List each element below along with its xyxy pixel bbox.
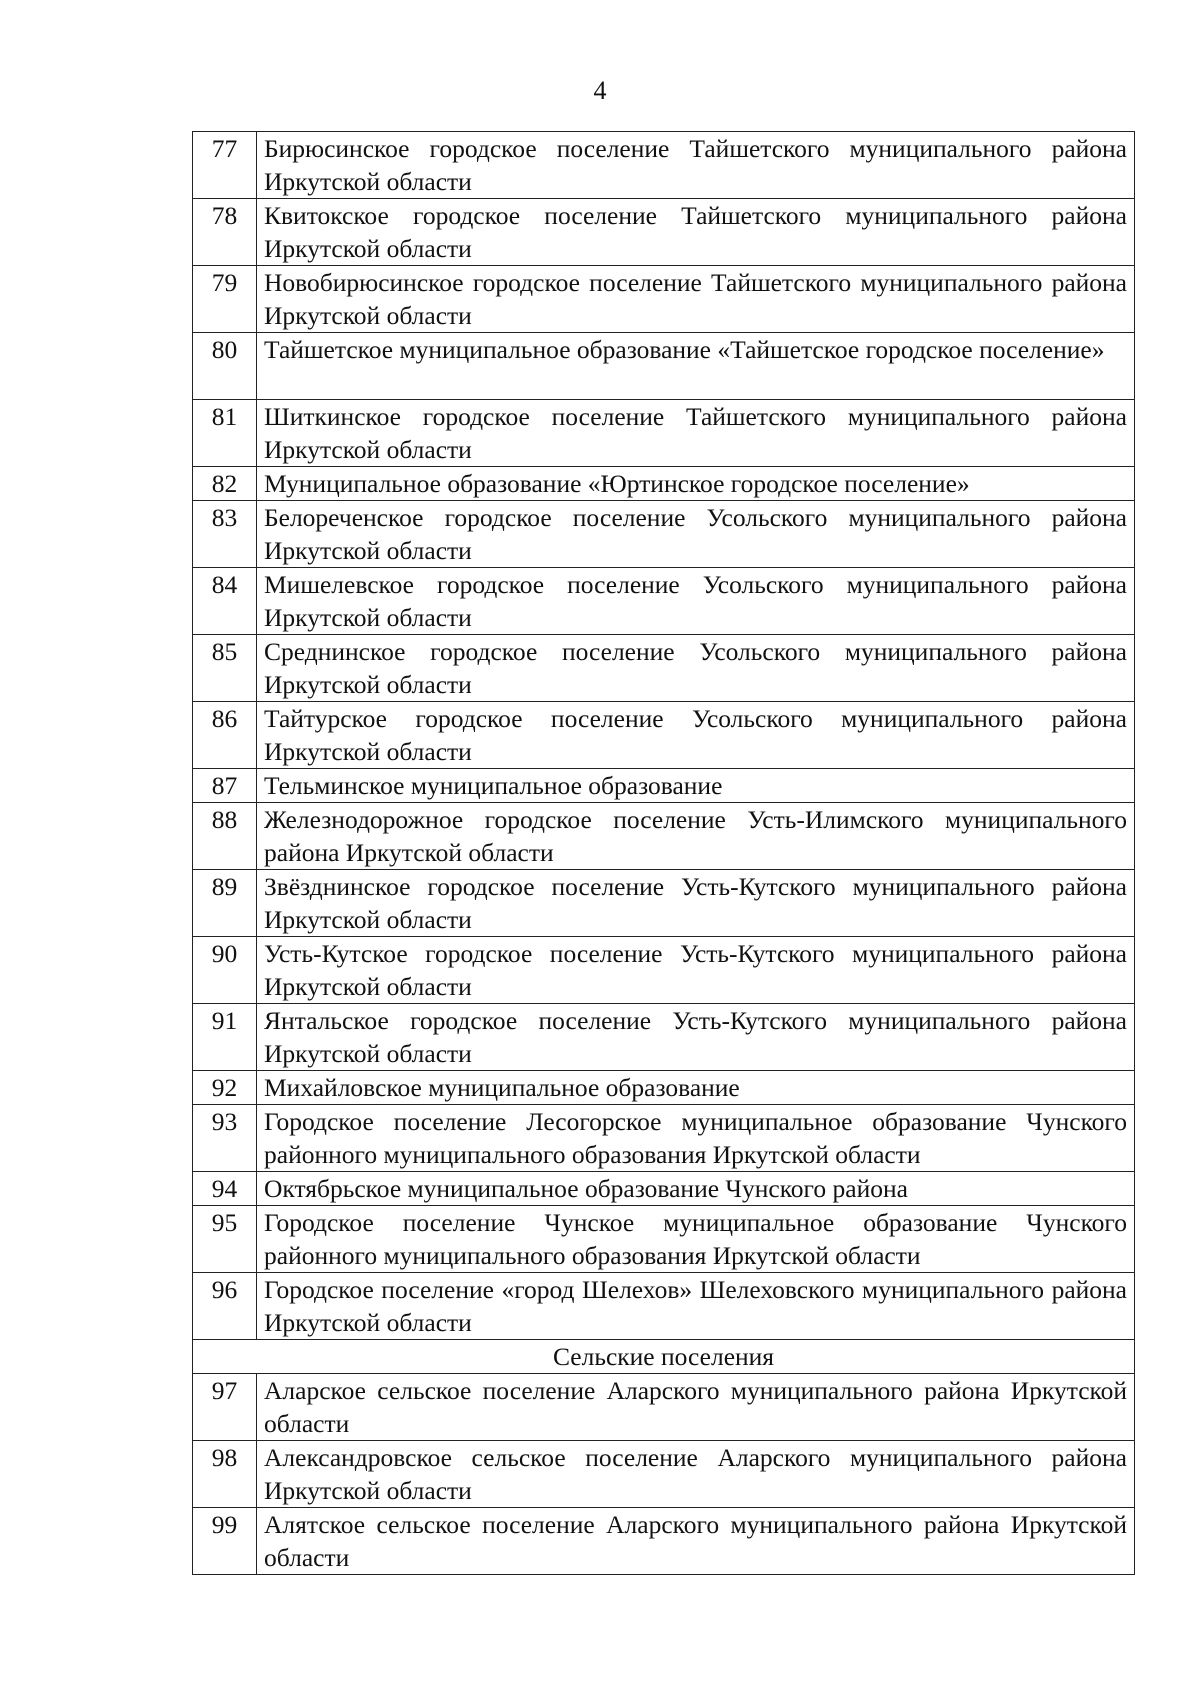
municipality-name: Городское поселение Чунское муниципальное образование Чунского районного муниципального образования Иркутской области: [257, 1206, 1135, 1273]
municipality-name: Мишелевское городское поселение Усольского муниципального района Иркутской области: [257, 568, 1135, 635]
table-row: [193, 1105, 1135, 1172]
row-number: 86: [193, 702, 257, 769]
row-number: 80: [193, 333, 257, 400]
row-number: 93: [193, 1105, 257, 1172]
row-number: 85: [193, 635, 257, 702]
row-number: 95: [193, 1206, 257, 1273]
municipality-name: Тайшетское муниципальное образование «Тайшетское городское поселение»: [257, 333, 1135, 400]
table-row: [193, 467, 1135, 501]
municipality-name: Городское поселение «город Шелехов» Шелеховского муниципального района Иркутской области: [257, 1273, 1135, 1340]
municipality-name: Янтальское городское поселение Усть-Кутского муниципального района Иркутской области: [257, 1004, 1135, 1071]
table-row: [193, 400, 1135, 467]
municipality-name: Бирюсинское городское поселение Тайшетского муниципального района Иркутской области: [257, 132, 1135, 199]
row-number: 99: [193, 1508, 257, 1575]
table-row: [193, 1441, 1135, 1508]
page-number: 4: [593, 76, 607, 105]
row-number: 81: [193, 400, 257, 467]
municipality-name: Шиткинское городское поселение Тайшетского муниципального района Иркутской области: [257, 400, 1135, 467]
municipality-name: Октябрьское муниципальное образование Чунского района: [257, 1172, 1135, 1206]
table-row: [193, 1172, 1135, 1206]
row-number: 84: [193, 568, 257, 635]
row-number: 96: [193, 1273, 257, 1340]
table-row: [193, 1273, 1135, 1340]
table-row: [193, 1374, 1135, 1441]
table-row: [193, 501, 1135, 568]
table-row: [193, 266, 1135, 333]
table-row: [193, 1071, 1135, 1105]
row-number: 83: [193, 501, 257, 568]
municipality-name: Железнодорожное городское поселение Усть-Илимского муниципального района Иркутской области: [257, 803, 1135, 870]
row-number: 89: [193, 870, 257, 937]
municipality-name: Городское поселение Лесогорское муниципальное образование Чунского районного муниципального образования Иркутской области: [257, 1105, 1135, 1172]
municipality-name: Квитокское городское поселение Тайшетского муниципального района Иркутской области: [257, 199, 1135, 266]
municipality-name: Аларское сельское поселение Аларского муниципального района Иркутской области: [257, 1374, 1135, 1441]
municipality-name: Алятское сельское поселение Аларского муниципального района Иркутской области: [257, 1508, 1135, 1575]
table-row: [193, 1004, 1135, 1071]
row-number: 94: [193, 1172, 257, 1206]
table-row: [193, 1206, 1135, 1273]
row-number: 79: [193, 266, 257, 333]
municipality-name: Звёзднинское городское поселение Усть-Кутского муниципального района Иркутской области: [257, 870, 1135, 937]
table-row: [193, 199, 1135, 266]
table-row: [193, 803, 1135, 870]
table-row: [193, 568, 1135, 635]
municipality-name: Муниципальное образование «Юртинское городское поселение»: [257, 467, 1135, 501]
row-number: 77: [193, 132, 257, 199]
municipality-name: Белореченское городское поселение Усольского муниципального района Иркутской области: [257, 501, 1135, 568]
section-title: Сельские поселения: [193, 1340, 1135, 1374]
row-number: 78: [193, 199, 257, 266]
table-row: [193, 635, 1135, 702]
municipality-name: Александровское сельское поселение Аларского муниципального района Иркутской области: [257, 1441, 1135, 1508]
row-number: 91: [193, 1004, 257, 1071]
municipality-name: Тельминское муниципальное образование: [257, 769, 1135, 803]
municipality-name: Усть-Кутское городское поселение Усть-Кутского муниципального района Иркутской области: [257, 937, 1135, 1004]
row-number: 87: [193, 769, 257, 803]
table-row: [193, 937, 1135, 1004]
table-row: [193, 333, 1135, 400]
municipality-name: Среднинское городское поселение Усольского муниципального района Иркутской области: [257, 635, 1135, 702]
municipality-name: Михайловское муниципальное образование: [257, 1071, 1135, 1105]
row-number: 92: [193, 1071, 257, 1105]
table-row: [193, 1508, 1135, 1575]
municipality-name: Новобирюсинское городское поселение Тайшетского муниципального района Иркутской области: [257, 266, 1135, 333]
municipalities-table: [192, 131, 1135, 1575]
table-row: [193, 132, 1135, 199]
municipality-name: Тайтурское городское поселение Усольского муниципального района Иркутской области: [257, 702, 1135, 769]
table-row: [193, 769, 1135, 803]
row-number: 90: [193, 937, 257, 1004]
table-row: [193, 702, 1135, 769]
row-number: 98: [193, 1441, 257, 1508]
table-row: [193, 870, 1135, 937]
row-number: 88: [193, 803, 257, 870]
row-number: 97: [193, 1374, 257, 1441]
section-header-row: [193, 1340, 1135, 1374]
row-number: 82: [193, 467, 257, 501]
